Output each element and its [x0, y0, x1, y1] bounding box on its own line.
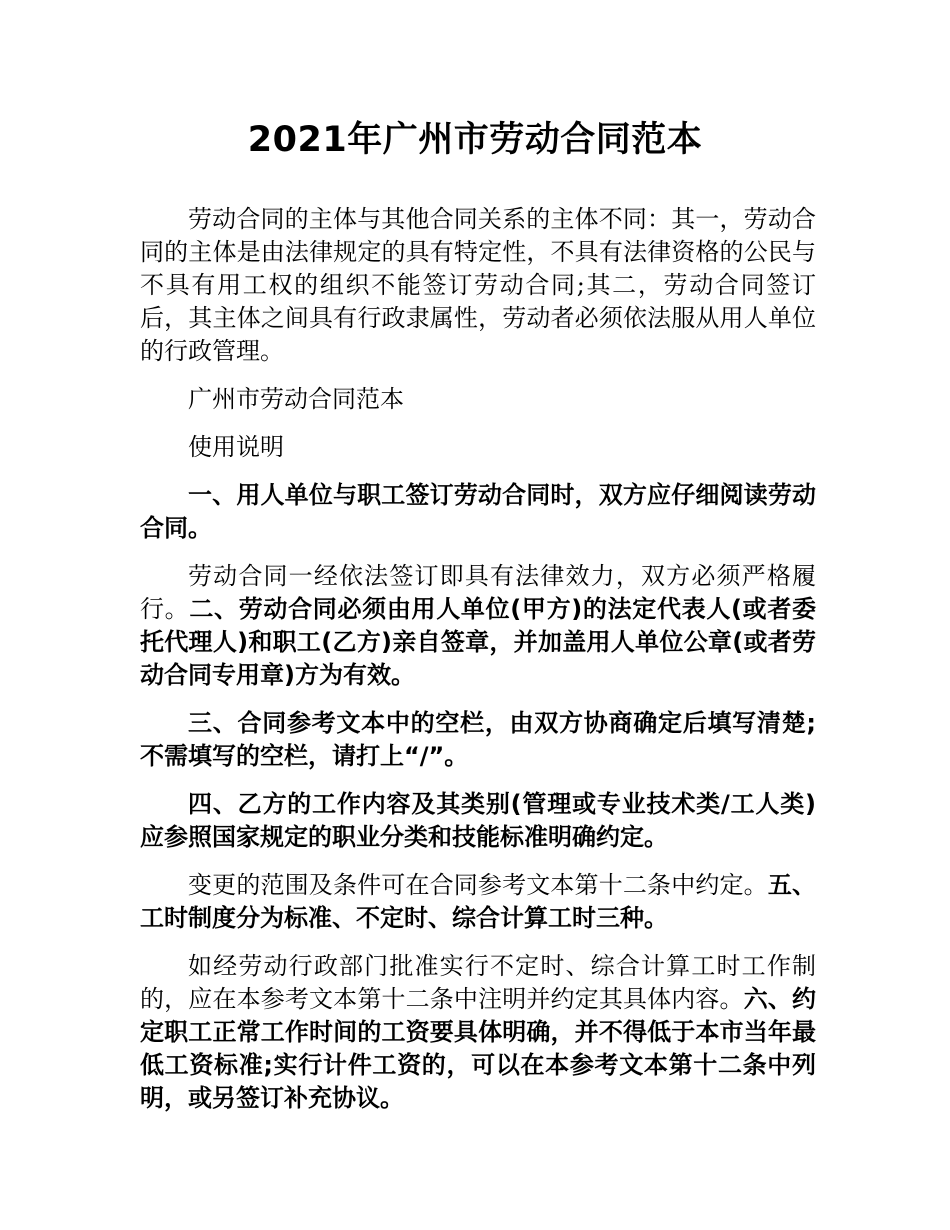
paragraph-subtitle: [140, 383, 816, 416]
document-title: 2021年广州市劳动合同范本: [247, 120, 703, 160]
paragraph-text: 变更的范围及条件可在合同参考文本第十二条中约定。: [188, 871, 768, 899]
paragraph-bold-text: 二、劳动合同必须由用人单位(甲方)的法定代表人(或者委托代理人)和职工(乙方)亲自签章，并加盖用人单位公章(或者劳动合同专用章)方为有效。: [140, 595, 817, 689]
paragraph-bold-text: 四、乙方的工作内容及其类别(管理或专业技术类/工人类)应参照国家规定的职业分类和技能标准明确约定。: [140, 790, 816, 851]
paragraph-bold-text: 三、合同参考文本中的空栏，由双方协商确定后填写清楚;不需填写的空栏，请打上“/”。: [140, 709, 816, 770]
paragraph-bold-text: 六、约定职工正常工作时间的工资要具体明确，并不得低于本市当年最低工资标准;实行计件工资的，可以在本参考文本第十二条中列明，或另签订补充协议。: [140, 985, 816, 1112]
paragraph-item-3: [140, 707, 816, 773]
paragraph-bold-text: 一、用人单位与职工签订劳动合同时，双方应仔细阅读劳动合同。: [140, 481, 816, 542]
document-body: [140, 203, 816, 1130]
paragraph-text: 广州市劳动合同范本: [188, 385, 404, 413]
paragraph-text: 使用说明: [188, 433, 284, 461]
paragraph-item-5: [140, 869, 816, 935]
paragraph-text: 如经劳动行政部门批准实行不定时、综合计算工时工作制的，应在本参考文本第十二条中注明并约定其具体内容。: [140, 952, 816, 1013]
paragraph-instructions-heading: [140, 431, 816, 464]
paragraph-text: 劳动合同的主体与其他合同关系的主体不同：其一，劳动合同的主体是由法律规定的具有特定性，不具有法律资格的公民与不具有用工权的组织不能签订劳动合同;其二，劳动合同签订后，其主体之间具有行政隶属性，劳动者必须依法服从用人单位的行政管理。: [140, 205, 816, 365]
paragraph-item-2: [140, 560, 816, 692]
paragraph-intro: [140, 203, 816, 368]
paragraph-text: 劳动合同一经依法签订即具有法律效力，双方必须严格履行。: [140, 562, 816, 623]
paragraph-bold-text: 五、工时制度分为标准、不定时、综合计算工时三种。: [140, 871, 817, 932]
paragraph-item-6: [140, 950, 816, 1115]
paragraph-item-1: [140, 479, 816, 545]
paragraph-item-4: [140, 788, 816, 854]
